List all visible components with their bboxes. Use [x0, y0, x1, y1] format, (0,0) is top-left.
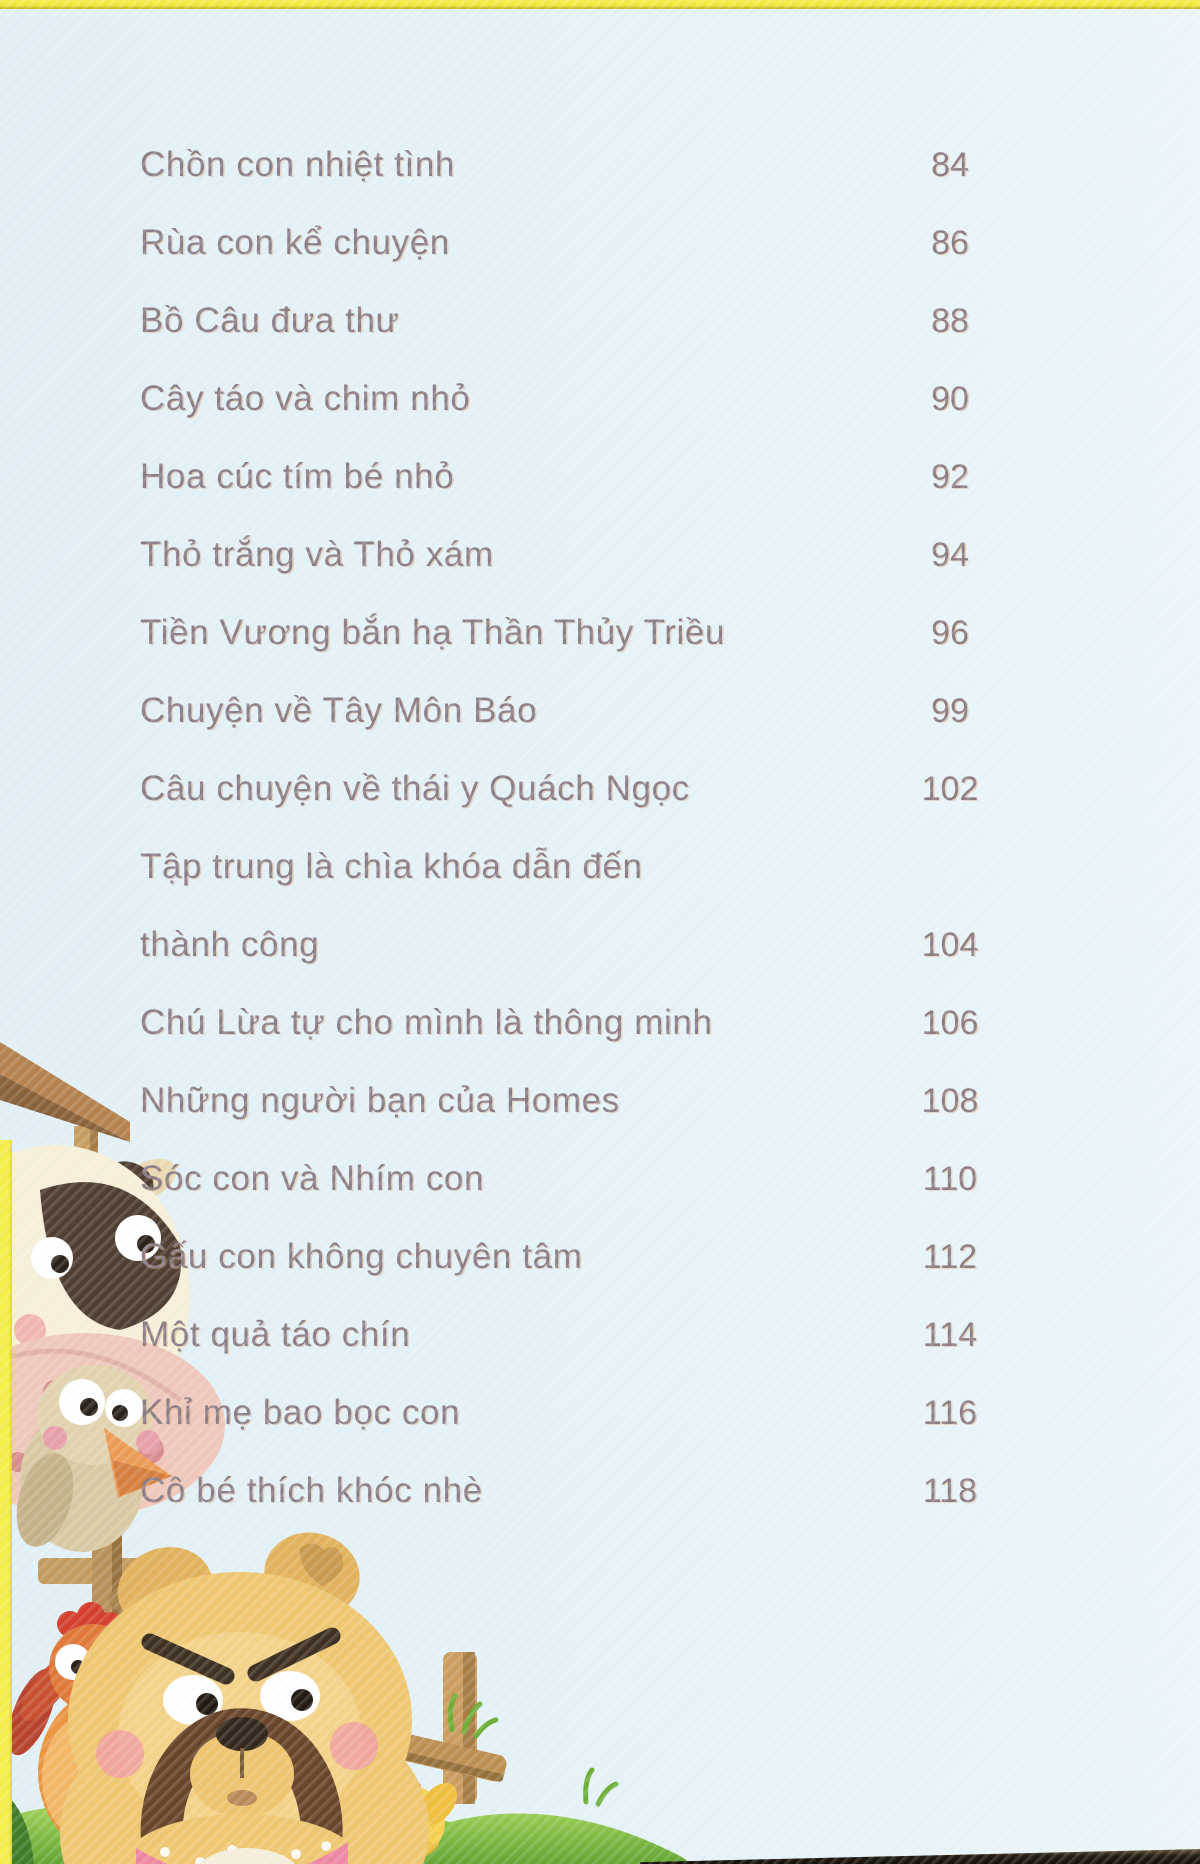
toc-entry-page: 112 — [922, 1238, 978, 1276]
toc-entry-page: 96 — [931, 614, 969, 652]
toc-entry-title: Bồ Câu đưa thư — [140, 301, 400, 340]
toc-entry-page: 102 — [921, 770, 979, 808]
toc-entry-page: 110 — [922, 1160, 978, 1198]
toc-entry-title-line1: Tập trung là chìa khóa dẫn đến — [140, 847, 643, 886]
toc-entry-title: Cô bé thích khóc nhè — [140, 1471, 483, 1510]
toc-entry-title: Gấu con không chuyên tâm — [140, 1237, 583, 1276]
toc-entry-page: 106 — [921, 1004, 979, 1042]
toc-entry-page: 90 — [931, 380, 969, 418]
toc-entry — [140, 1218, 985, 1296]
toc-entry-title: Cây táo và chim nhỏ — [140, 379, 471, 418]
toc-entry — [140, 750, 985, 828]
toc-entry — [140, 126, 985, 204]
toc-entry-title: Thỏ trắng và Thỏ xám — [140, 535, 494, 574]
toc-entry-title: Tiền Vương bắn hạ Thần Thủy Triều — [140, 613, 726, 652]
toc-entry — [140, 1374, 985, 1452]
toc-entry — [140, 438, 985, 516]
toc-entry-page: 116 — [922, 1394, 978, 1432]
toc-entry-title: Chồn con nhiệt tình — [140, 145, 455, 184]
toc-entry-title: Rùa con kể chuyện — [140, 223, 450, 262]
toc-entry-title: Chú Lừa tự cho mình là thông minh — [140, 1003, 713, 1042]
toc-entry-page: 84 — [931, 146, 969, 184]
toc-entry — [140, 1296, 985, 1374]
page-edge-top — [0, 0, 1200, 9]
toc-list — [140, 126, 985, 1530]
toc-entry — [140, 360, 985, 438]
toc-entry-page: 108 — [921, 1082, 979, 1120]
toc-entry-page: 92 — [931, 458, 969, 496]
toc-entry — [140, 672, 985, 750]
toc-entry — [140, 984, 985, 1062]
toc-entry — [140, 828, 985, 984]
toc-entry-title: Sóc con và Nhím con — [140, 1159, 485, 1198]
toc-entry — [140, 516, 985, 594]
toc-entry-title — [140, 828, 915, 984]
toc-entry-title: Câu chuyện về thái y Quách Ngọc — [140, 769, 690, 808]
toc-entry-page: 86 — [931, 224, 969, 262]
toc-entry-title: Hoa cúc tím bé nhỏ — [140, 457, 455, 496]
toc-entry — [140, 282, 985, 360]
toc-entry — [140, 204, 985, 282]
toc-entry-title: Khỉ mẹ bao bọc con — [140, 1393, 461, 1432]
toc-entry-title: Một quả táo chín — [140, 1315, 411, 1354]
toc-entry — [140, 1140, 985, 1218]
toc-entry-page: 118 — [922, 1472, 978, 1510]
toc-entry-title: Những người bạn của Homes — [140, 1081, 620, 1120]
toc-entry-page: 88 — [931, 302, 969, 340]
toc-entry-page: 104 — [921, 926, 979, 964]
toc-entry-page: 94 — [931, 536, 969, 574]
toc-entry — [140, 1452, 985, 1530]
toc-entry-title-line2: thành công — [140, 925, 320, 964]
toc-entry-title: Chuyện về Tây Môn Báo — [140, 691, 538, 730]
toc-entry — [140, 594, 985, 672]
page-edge-left — [0, 1140, 12, 1864]
toc-entry — [140, 1062, 985, 1140]
toc-entry-page: 99 — [931, 692, 969, 730]
toc-entry-page: 114 — [922, 1316, 978, 1354]
